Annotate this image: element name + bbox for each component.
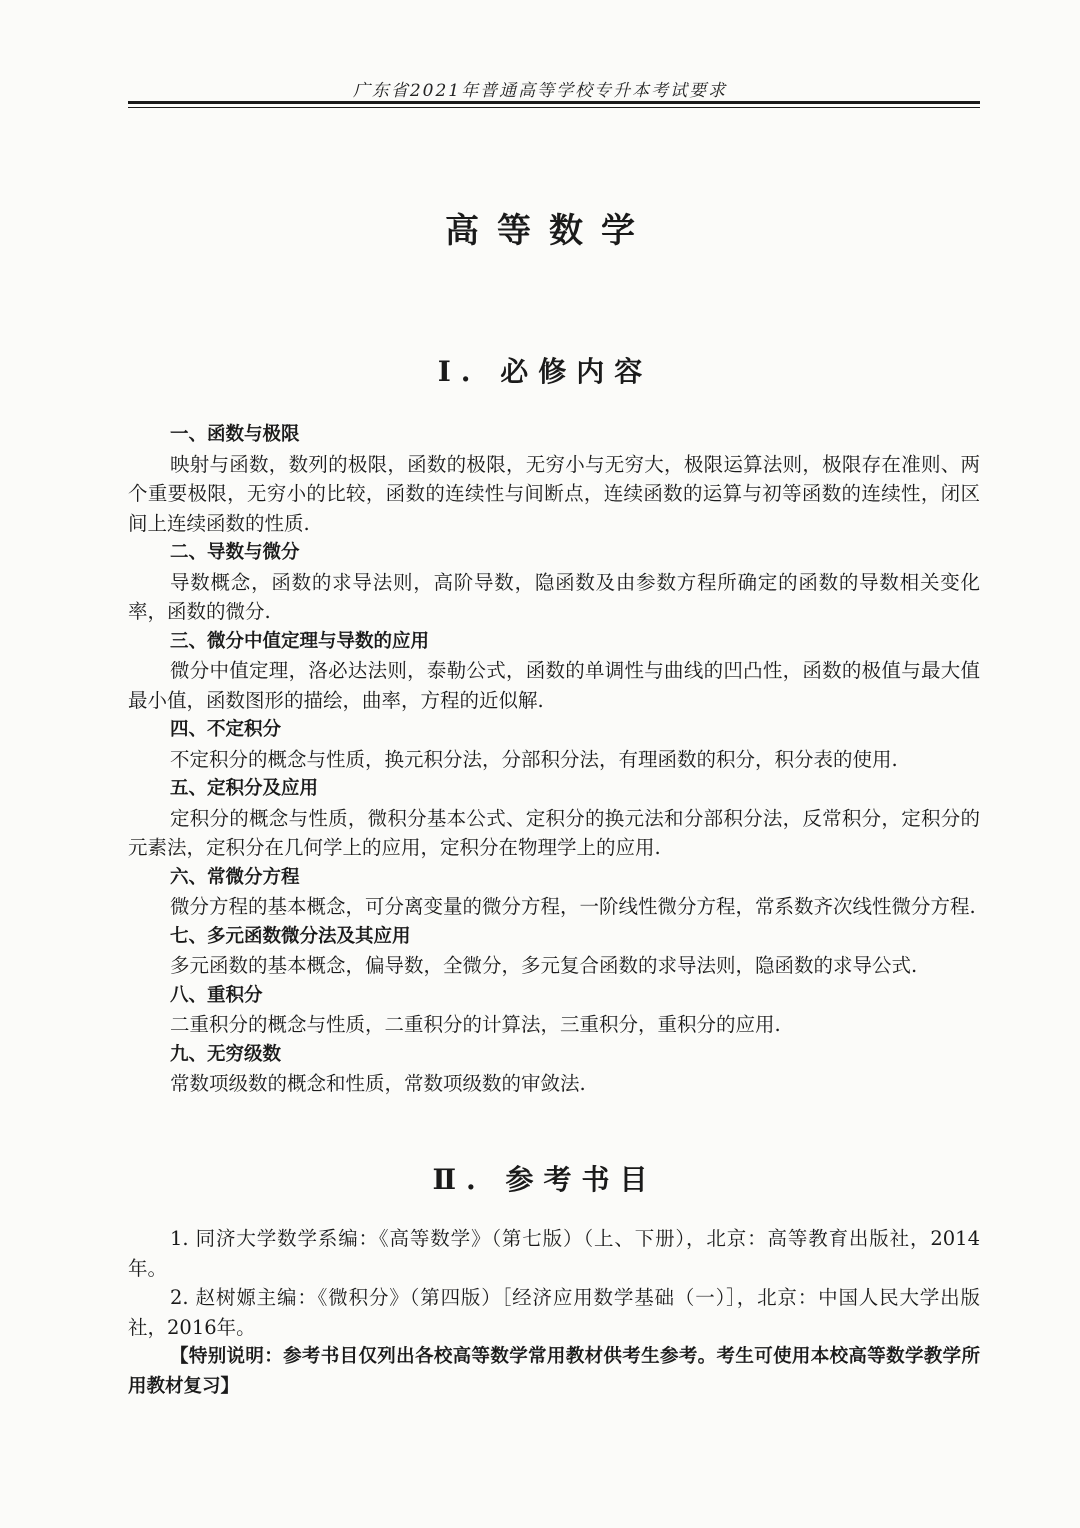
topic-title: 四、不定积分 — [170, 719, 282, 740]
topic-title: 六、常微分方程 — [170, 866, 300, 888]
topic-6 — [128, 863, 980, 922]
header-rule — [128, 101, 980, 104]
topic-title: 三、微分中值定理与导数的应用 — [170, 630, 430, 652]
reference-item-1: 1. 同济大学数学系编：《高等数学》（第七版）（上、下册），北京：高等教育出版社，2014年。 — [128, 1227, 980, 1280]
topic-2 — [128, 538, 980, 627]
topic-title: 五、定积分及应用 — [170, 778, 319, 799]
topic-title: 一、函数与极限 — [170, 424, 300, 445]
topic-8 — [128, 981, 980, 1040]
topic-title: 九、无穷级数 — [170, 1043, 282, 1065]
topic-9 — [128, 1040, 980, 1099]
topic-body: 定积分的概念与性质，微积分基本公式、定积分的换元法和分部积分法，反常积分，定积分的元素法，定积分在几何学上的应用，定积分在物理学上的应用. — [128, 806, 980, 859]
running-header: 广东省2021年普通高等学校专升本考试要求 — [352, 81, 728, 101]
reference-item-2: 2. 赵树嫄主编：《微积分》（第四版）［经济应用数学基础（一）］，北京：中国人民大学出版社，2016年。 — [128, 1286, 980, 1339]
topic-body: 不定积分的概念与性质，换元积分法，分部积分法，有理函数的积分，积分表的使用. — [170, 747, 898, 771]
topic-title: 八、重积分 — [170, 984, 263, 1006]
topic-7 — [128, 922, 980, 981]
topic-body: 多元函数的基本概念，偏导数，全微分，多元复合函数的求导法则，隐函数的求导公式. — [170, 954, 918, 977]
page-title: 高等数学 — [445, 211, 653, 251]
topic-title: 二、导数与微分 — [170, 542, 300, 563]
topic-list — [128, 420, 980, 1099]
topic-body: 微分中值定理，洛必达法则，泰勒公式，函数的单调性与曲线的凹凸性，函数的极值与最大值最小值，函数图形的描绘，曲率，方程的近似解. — [128, 659, 980, 712]
topic-body: 常数项级数的概念和性质，常数项级数的审敛法. — [170, 1072, 586, 1095]
topic-body: 导数概念，函数的求导法则，高阶导数，隐函数及由参数方程所确定的函数的导数相关变化率，函数的微分. — [128, 570, 980, 623]
special-note: 【特别说明：参考书目仅列出各校高等数学常用教材供考生参考。考生可使用本校高等数学教学所用教材复习】 — [128, 1346, 980, 1397]
reference-list — [128, 1224, 980, 1401]
topic-3 — [128, 627, 980, 716]
topic-body: 二重积分的概念与性质，二重积分的计算法，三重积分，重积分的应用. — [170, 1013, 781, 1036]
section-heading-required: Ⅰ. 必修内容 — [437, 355, 653, 388]
section-heading-references: Ⅱ. 参考书目 — [432, 1163, 658, 1196]
topic-4 — [128, 715, 980, 774]
topic-title: 七、多元函数微分法及其应用 — [170, 925, 411, 947]
topic-body: 映射与函数，数列的极限，函数的极限，无穷小与无穷大，极限运算法则，极限存在准则、两个重要极限，无穷小的比较，函数的连续性与间断点，连续函数的运算与初等函数的连续性，闭区间上连续函数的性质. — [128, 452, 980, 535]
topic-5 — [128, 774, 980, 863]
topic-body: 微分方程的基本概念，可分离变量的微分方程，一阶线性微分方程，常系数齐次线性微分方程. — [170, 895, 976, 918]
header-rule-thin — [128, 107, 980, 108]
topic-1 — [128, 420, 980, 538]
